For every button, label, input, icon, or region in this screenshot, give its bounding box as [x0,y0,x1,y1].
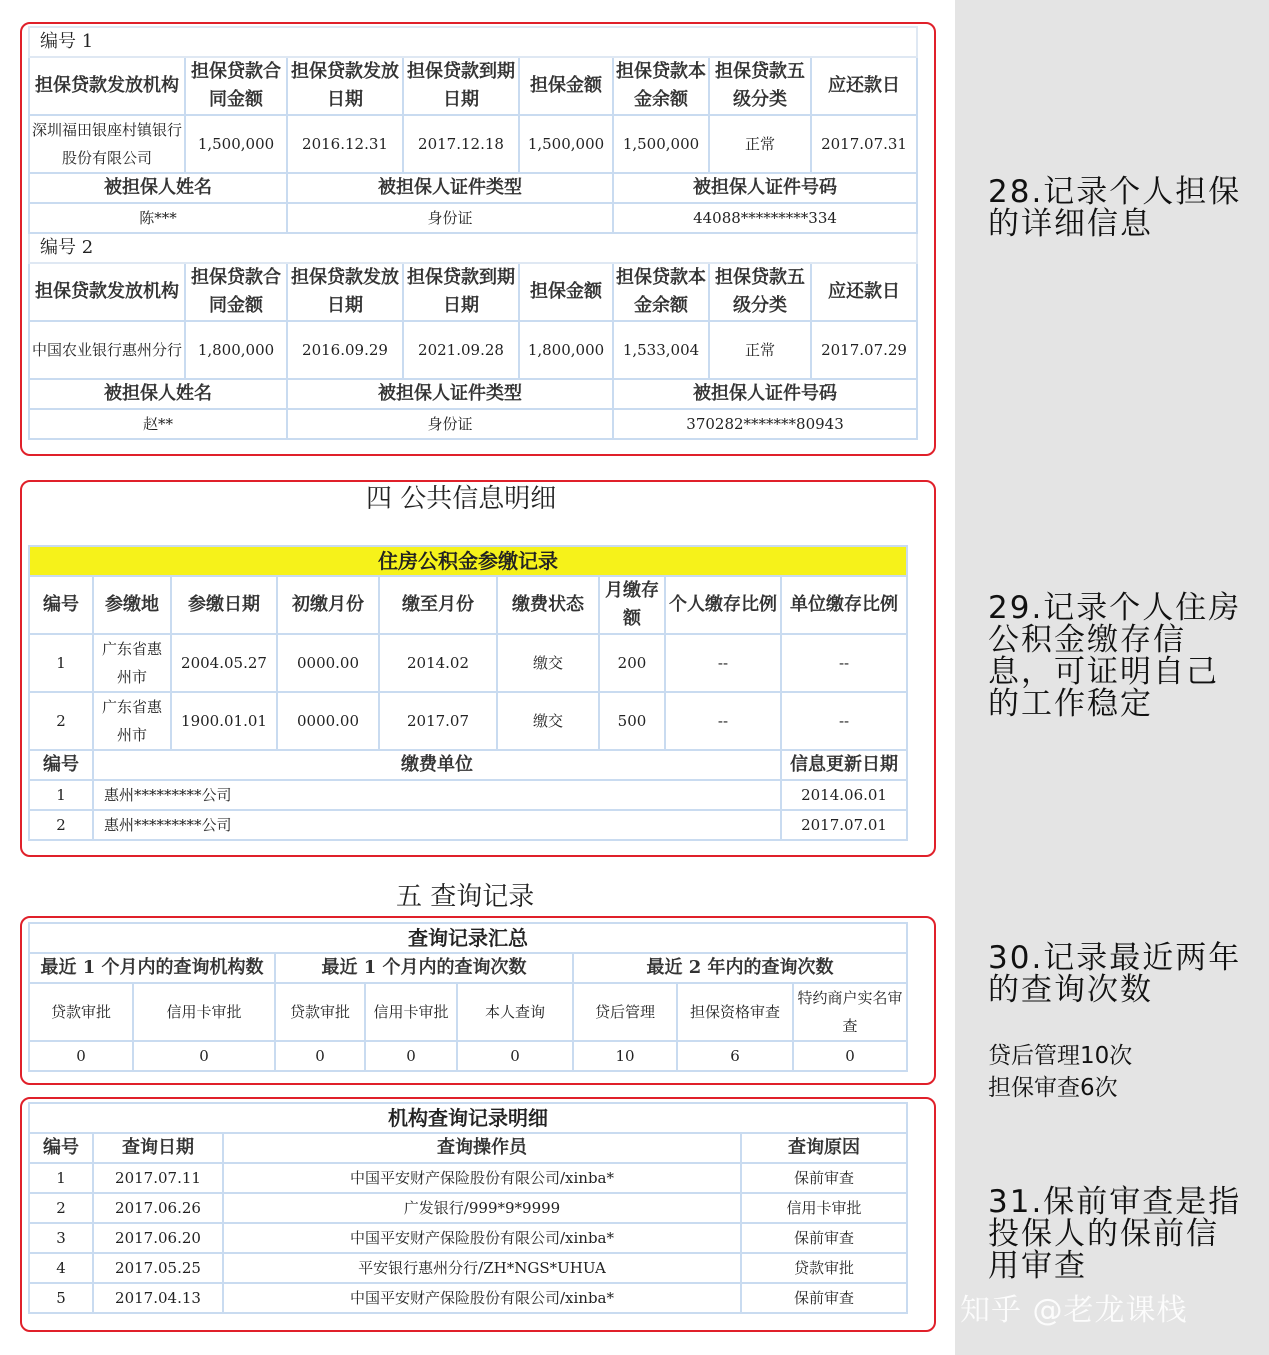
header-cell: 担保贷款本金余额 [613,263,709,321]
data-cell: 2004.05.27 [171,634,277,692]
header-cell: 担保贷款到期日期 [403,57,519,115]
header-cell: 被担保人姓名 [29,379,287,409]
data-cell: 中国平安财产保险股份有限公司/xinba* [223,1223,741,1253]
data-cell: 1,500,000 [185,115,287,173]
data-cell: 1 [29,634,93,692]
header-cell: 编号 [29,576,93,634]
note-31: 31.保前审查是指投保人的保前信用审查 [988,1184,1242,1284]
data-cell: 中国平安财产保险股份有限公司/xinba* [223,1283,741,1313]
section-title-query: 五 查询记录 [396,882,535,912]
header-cell: 应还款日 [811,263,917,321]
data-cell: 1,800,000 [519,321,613,379]
header-cell: 被担保人证件号码 [613,173,917,203]
data-cell: 1,500,000 [519,115,613,173]
header-cell: 个人缴存比例 [665,576,781,634]
header-cell: 担保贷款合同金额 [185,263,287,321]
highlight-box-query-summary [20,916,936,1085]
data-cell: 陈*** [29,203,287,233]
data-cell: 广东省惠州市 [93,634,171,692]
data-cell: 2017.07 [379,692,497,750]
note-29: 29.记录个人住房公积金缴存信息，可证明自己的工作稳定 [988,590,1242,722]
header-cell: 月缴存额 [599,576,665,634]
note-30-sub1: 贷后管理10次 [988,1043,1133,1069]
sub-header-cell: 贷款审批 [275,983,365,1041]
section-title-public: 四 公共信息明细 [366,484,557,514]
data-cell: 2016.12.31 [287,115,403,173]
header-cell: 单位缴存比例 [781,576,907,634]
data-cell: 3 [29,1223,93,1253]
note-28: 28.记录个人担保的详细信息 [988,174,1242,242]
data-cell: 2 [29,1193,93,1223]
data-cell: 贷款审批 [741,1253,907,1283]
data-cell: 2017.07.31 [811,115,917,173]
header-cell: 担保贷款发放日期 [287,57,403,115]
data-cell: 1 [29,1163,93,1193]
data-cell: -- [781,692,907,750]
data-cell: 200 [599,634,665,692]
data-cell: 保前审查 [741,1223,907,1253]
data-cell: 身份证 [287,409,613,439]
data-cell: 4 [29,1253,93,1283]
data-cell: 2017.07.29 [811,321,917,379]
data-cell: 中国平安财产保险股份有限公司/xinba* [223,1163,741,1193]
data-cell: 2016.09.29 [287,321,403,379]
sub-header-cell: 信用卡审批 [365,983,457,1041]
data-cell: 深圳福田银座村镇银行股份有限公司 [29,115,185,173]
header-cell: 缴费状态 [497,576,599,634]
record-1-label: 编号 1 [29,27,917,57]
data-cell: 1900.01.01 [171,692,277,750]
data-cell: 44088*********334 [613,203,917,233]
sub-header-cell: 特约商户实名审查 [793,983,907,1041]
note-30-sub2: 担保审查6次 [988,1075,1118,1101]
data-cell: 0 [457,1041,573,1071]
data-cell: 缴交 [497,634,599,692]
highlight-box-query-detail [20,1097,936,1332]
header-cell: 查询日期 [93,1133,223,1163]
data-cell: 2 [29,810,93,840]
data-cell: 0 [275,1041,365,1071]
header-cell: 担保贷款到期日期 [403,263,519,321]
header-cell: 参缴日期 [171,576,277,634]
data-cell: 10 [573,1041,677,1071]
header-cell: 担保金额 [519,57,613,115]
header-cell: 担保贷款本金余额 [613,57,709,115]
header-cell: 缴费单位 [93,750,781,780]
header-cell: 应还款日 [811,57,917,115]
data-cell: 6 [677,1041,793,1071]
data-cell: 保前审查 [741,1283,907,1313]
header-cell: 担保金额 [519,263,613,321]
sub-header-cell: 信用卡审批 [133,983,275,1041]
header-cell: 最近 2 年内的查询次数 [573,953,907,983]
header-cell: 被担保人证件号码 [613,379,917,409]
data-cell: 2017.06.20 [93,1223,223,1253]
data-cell: 2017.07.01 [781,810,907,840]
data-cell: 惠州*********公司 [93,810,781,840]
data-cell: 2014.02 [379,634,497,692]
data-cell: 500 [599,692,665,750]
header-cell: 参缴地 [93,576,171,634]
sub-header-cell: 贷款审批 [29,983,133,1041]
header-cell: 担保贷款五级分类 [709,57,811,115]
data-cell: 1,800,000 [185,321,287,379]
header-cell: 信息更新日期 [781,750,907,780]
data-cell: 身份证 [287,203,613,233]
data-cell: 0 [365,1041,457,1071]
watermark: 知乎 @老龙课栈 [960,1293,1188,1328]
data-cell: 2017.07.11 [93,1163,223,1193]
header-cell: 缴至月份 [379,576,497,634]
table-title: 机构查询记录明细 [29,1103,907,1133]
data-cell: 2021.09.28 [403,321,519,379]
data-cell: 广东省惠州市 [93,692,171,750]
data-cell: 信用卡审批 [741,1193,907,1223]
data-cell: 0 [793,1041,907,1071]
data-cell: 0 [29,1041,133,1071]
header-cell: 编号 [29,1133,93,1163]
data-cell: 0000.00 [277,634,379,692]
data-cell: 广发银行/999*9*9999 [223,1193,741,1223]
header-cell: 最近 1 个月内的查询次数 [275,953,573,983]
header-cell: 查询操作员 [223,1133,741,1163]
data-cell: 1,533,004 [613,321,709,379]
highlight-box-public [20,480,936,857]
header-cell: 担保贷款发放机构 [29,263,185,321]
data-cell: 2017.05.25 [93,1253,223,1283]
data-cell: 1,500,000 [613,115,709,173]
header-cell: 编号 [29,750,93,780]
data-cell: 平安银行惠州分行/ZH*NGS*UHUA [223,1253,741,1283]
header-cell: 被担保人证件类型 [287,379,613,409]
sub-header-cell: 贷后管理 [573,983,677,1041]
data-cell: 5 [29,1283,93,1313]
record-2-label: 编号 2 [29,233,917,263]
data-cell: 2017.04.13 [93,1283,223,1313]
header-cell: 担保贷款发放日期 [287,263,403,321]
data-cell: 2017.12.18 [403,115,519,173]
header-cell: 被担保人姓名 [29,173,287,203]
sub-header-cell: 担保资格审查 [677,983,793,1041]
data-cell: 370282*******80943 [613,409,917,439]
header-cell: 初缴月份 [277,576,379,634]
data-cell: 正常 [709,115,811,173]
data-cell: -- [665,692,781,750]
data-cell: -- [781,634,907,692]
table-title: 查询记录汇总 [29,923,907,953]
data-cell: 中国农业银行惠州分行 [29,321,185,379]
header-cell: 最近 1 个月内的查询机构数 [29,953,275,983]
data-cell: 0000.00 [277,692,379,750]
data-cell: 惠州*********公司 [93,780,781,810]
table-title: 住房公积金参缴记录 [29,546,907,576]
data-cell: 1 [29,780,93,810]
data-cell: 缴交 [497,692,599,750]
header-cell: 担保贷款发放机构 [29,57,185,115]
header-cell: 被担保人证件类型 [287,173,613,203]
header-cell: 担保贷款五级分类 [709,263,811,321]
data-cell: 0 [133,1041,275,1071]
data-cell: 2 [29,692,93,750]
data-cell: 2014.06.01 [781,780,907,810]
sub-header-cell: 本人查询 [457,983,573,1041]
data-cell: 正常 [709,321,811,379]
data-cell: 赵** [29,409,287,439]
highlight-box-guarantee [20,22,936,456]
note-30: 30.记录最近两年的查询次数 [988,940,1242,1008]
data-cell: 2017.06.26 [93,1193,223,1223]
header-cell: 担保贷款合同金额 [185,57,287,115]
header-cell: 查询原因 [741,1133,907,1163]
data-cell: -- [665,634,781,692]
data-cell: 保前审查 [741,1163,907,1193]
